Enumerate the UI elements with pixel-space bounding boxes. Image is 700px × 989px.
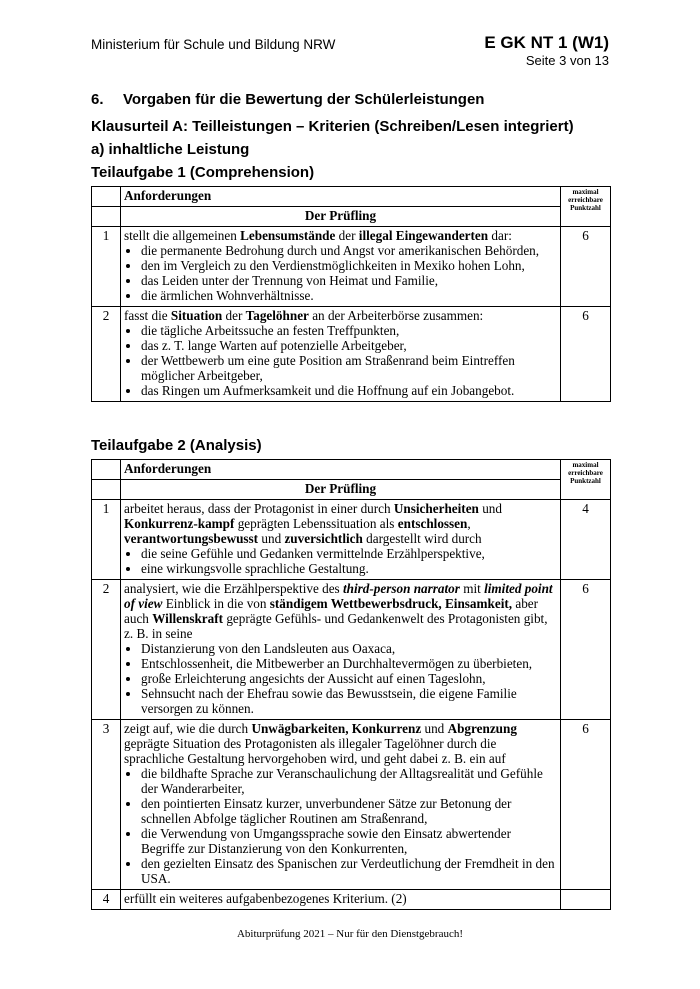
criterion-number: 3: [92, 720, 121, 890]
text-segment: aber auch: [124, 596, 539, 626]
criterion-number: 4: [92, 890, 121, 910]
text-segment: geprägte Gefühls- und Gedankenwelt des Protagonisten gibt, z. B. in seine: [124, 611, 548, 641]
text-segment: Einblick in die von: [162, 596, 270, 611]
bold-segment: ständigem Wettbewerbsdruck, Einsamkeit,: [269, 596, 513, 611]
bold-segment: zuversichtlich: [284, 531, 363, 546]
max-points-value: 4: [561, 500, 611, 580]
text-segment: an der Arbeiterbörse zusammen:: [308, 308, 484, 323]
task1-heading: Teilaufgabe 1 (Comprehension): [91, 164, 315, 181]
section-number: 6.: [91, 91, 104, 108]
bold-segment: Unsicherheiten: [393, 501, 479, 516]
criterion-number: 1: [92, 227, 121, 307]
page-number: Seite 3 von 13: [525, 53, 609, 68]
max-points-header: maximal erreichbare Punktzahl: [561, 187, 611, 227]
max-points-header: maximal erreichbare Punktzahl: [561, 460, 611, 500]
bullet-item: • die tägliche Arbeitssuche an festen Treffpunkten,: [141, 323, 557, 338]
text-segment: geprägten Lebenssituation als: [234, 516, 398, 531]
ministry-name: Ministerium für Schule und Bildung NRW: [91, 37, 336, 52]
part-heading: Klausurteil A: Teilleistungen – Kriterien (Schreiben/Lesen integriert): [91, 118, 574, 135]
bullet-item: • die Verwendung von Umgangssprache sowie den Einsatz abwertender Begriffe zur Distanzierung von den Konkurrenten,: [141, 826, 557, 856]
footer-note: Abiturprüfung 2021 – Nur für den Dienstgebrauch!: [236, 928, 464, 940]
bold-segment: entschlossen: [397, 516, 468, 531]
exam-code: E GK NT 1 (W1): [484, 33, 609, 52]
bullet-item: • den im Vergleich zu den Verdienstmöglichkeiten in Mexiko hohen Lohn,: [141, 258, 557, 273]
bold-segment: Lebensumstände: [240, 228, 336, 243]
text-segment: arbeitet heraus, dass der Protagonist in einer durch: [124, 501, 394, 516]
criteria-row: [92, 580, 611, 720]
bold-italic-segment: limited point of view: [124, 581, 553, 611]
section-heading: [91, 91, 484, 108]
max-points-value: 6: [561, 720, 611, 890]
criteria-row: [92, 307, 611, 402]
bullet-item: • Distanzierung von den Landsleuten aus Oaxaca,: [141, 641, 557, 656]
subsection-heading: a) inhaltliche Leistung: [91, 141, 250, 158]
bold-segment: Konkurrenz-kampf: [124, 516, 235, 531]
section-title: Vorgaben für die Bewertung der Schülerleistungen: [123, 91, 485, 108]
criterion-number: 2: [92, 307, 121, 402]
bold-segment: Willenskraft: [152, 611, 224, 626]
criteria-row: [92, 227, 611, 307]
bold-segment: verantwortungsbewusst: [124, 531, 259, 546]
criterion-intro: [124, 308, 557, 323]
criteria-row: [92, 500, 611, 580]
criterion-number: 1: [92, 500, 121, 580]
bullet-item: • den gezielten Einsatz des Spanischen zur Verdeutlichung der Fremdheit in den USA.: [141, 856, 557, 886]
criterion-intro: [124, 891, 557, 906]
document-id-block: [484, 33, 609, 68]
criterion-intro: [124, 501, 557, 546]
bullet-item: • das Ringen um Aufmerksamkeit und die Hoffnung auf ein Jobangebot.: [141, 383, 557, 398]
bold-segment: Abgrenzung: [447, 721, 517, 736]
criterion-bullets: [124, 546, 557, 576]
max-points-value: 6: [561, 227, 611, 307]
text-segment: und: [421, 721, 448, 736]
pruefling-header: Der Prüfling: [121, 480, 561, 500]
bullet-item: • der Wettbewerb um eine gute Position am Straßenrand beim Eintreffen möglicher Arbeitgeber,: [141, 353, 557, 383]
criterion-bullets: [124, 766, 557, 886]
text-segment: und: [258, 531, 285, 546]
bullet-item: • die ärmlichen Wohnverhältnisse.: [141, 288, 557, 303]
pruefling-header: Der Prüfling: [121, 207, 561, 227]
bold-segment: illegal Eingewanderten: [358, 228, 489, 243]
task2-heading: Teilaufgabe 2 (Analysis): [91, 437, 262, 454]
bullet-item: • Sehnsucht nach der Ehefrau sowie das Bewusstsein, die eigene Familie versorgen zu können.: [141, 686, 557, 716]
bullet-item: • das z. T. lange Warten auf potenzielle Arbeitgeber,: [141, 338, 557, 353]
criterion-description: [121, 890, 561, 910]
criterion-description: [121, 500, 561, 580]
bold-segment: Unwägbarkeiten, Konkurrenz: [251, 721, 422, 736]
task2-criteria-table: [91, 459, 611, 910]
empty-corner-cell: [92, 460, 121, 480]
bold-italic-segment: third-person narrator: [342, 581, 460, 596]
criterion-description: [121, 720, 561, 890]
bold-segment: Tagelöhner: [245, 308, 309, 323]
text-segment: mit: [459, 581, 485, 596]
bullet-item: • den pointierten Einsatz kurzer, unverbundener Sätze zur Betonung der schnellen Abfolge täglicher Routinen am Straßenrand,: [141, 796, 557, 826]
task1-criteria-table: [91, 186, 611, 402]
text-segment: fasst die: [124, 308, 171, 323]
bullet-item: • Entschlossenheit, die Mitbewerber an Durchhaltevermögen zu überbieten,: [141, 656, 557, 671]
criteria-row: [92, 720, 611, 890]
max-points-value: [561, 890, 611, 910]
criterion-intro: [124, 581, 557, 641]
text-segment: dargestellt wird durch: [362, 531, 482, 546]
criterion-description: [121, 227, 561, 307]
criterion-bullets: [124, 641, 557, 716]
criteria-row: [92, 890, 611, 910]
text-segment: erfüllt ein weiteres aufgabenbezogenes Kriterium. (2): [124, 891, 407, 906]
bullet-item: • die bildhafte Sprache zur Veranschaulichung der Alltagsrealität und Gefühle der Wanderarbeiter,: [141, 766, 557, 796]
anforderungen-header: Anforderungen: [121, 460, 561, 480]
text-segment: geprägte Situation des Protagonisten als illegaler Tagelöhner durch die sprachliche Gestaltung hervorgehoben wird, und geht dabei z. B. ein auf: [124, 736, 506, 766]
bullet-item: • das Leiden unter der Trennung von Heimat und Familie,: [141, 273, 557, 288]
criterion-number: 2: [92, 580, 121, 720]
empty-corner-cell: [92, 187, 121, 207]
text-segment: stellt die allgemeinen: [124, 228, 241, 243]
max-points-value: 6: [561, 307, 611, 402]
criterion-description: [121, 580, 561, 720]
text-segment: ,: [467, 516, 471, 531]
criterion-intro: [124, 721, 557, 766]
max-points-value: 6: [561, 580, 611, 720]
empty-corner-cell: [92, 480, 121, 500]
bullet-item: • die seine Gefühle und Gedanken vermittelnde Erzählperspektive,: [141, 546, 557, 561]
text-segment: der: [335, 228, 359, 243]
empty-corner-cell: [92, 207, 121, 227]
text-segment: zeigt auf, wie die durch: [124, 721, 252, 736]
bold-segment: Situation: [170, 308, 223, 323]
criterion-bullets: [124, 323, 557, 398]
criterion-intro: [124, 228, 557, 243]
criterion-description: [121, 307, 561, 402]
criterion-bullets: [124, 243, 557, 303]
bullet-item: • eine wirkungsvolle sprachliche Gestaltung.: [141, 561, 557, 576]
bullet-item: • große Erleichterung angesichts der Aussicht auf einen Tageslohn,: [141, 671, 557, 686]
text-segment: analysiert, wie die Erzählperspektive des: [124, 581, 343, 596]
text-segment: und: [478, 501, 502, 516]
text-segment: dar:: [488, 228, 512, 243]
anforderungen-header: Anforderungen: [121, 187, 561, 207]
text-segment: der: [222, 308, 246, 323]
bullet-item: • die permanente Bedrohung durch und Angst vor amerikanischen Behörden,: [141, 243, 557, 258]
